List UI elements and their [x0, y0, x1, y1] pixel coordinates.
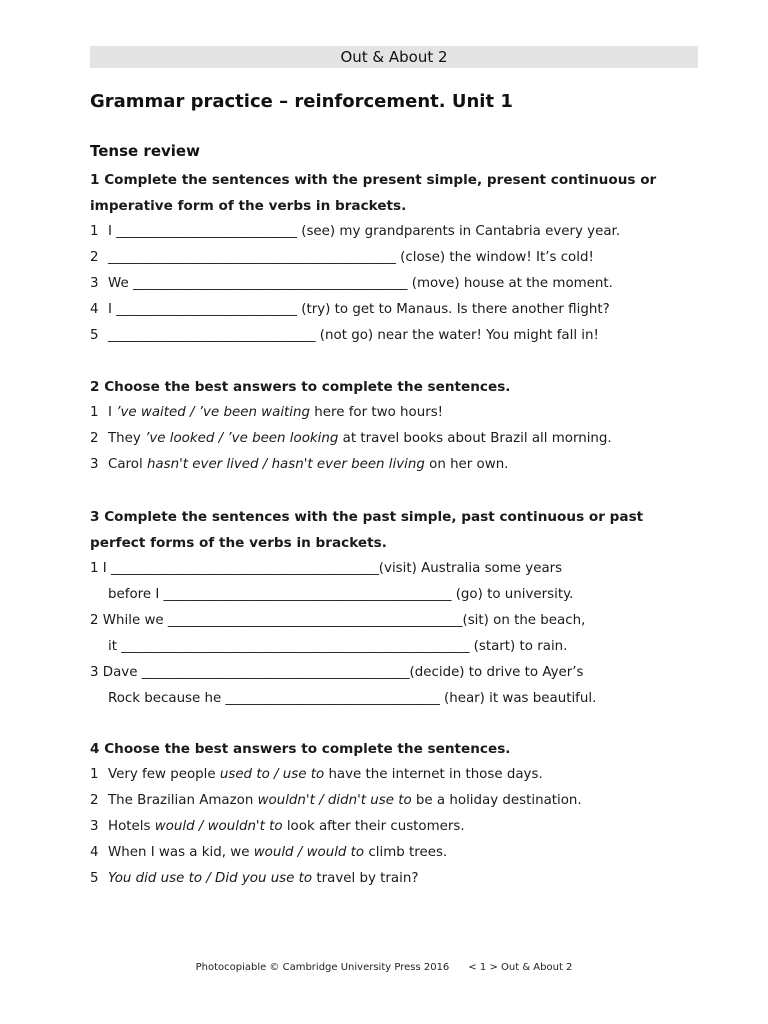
item-number: 3: [90, 819, 99, 834]
item-options: wouldn't / didn't use to: [257, 793, 412, 808]
ex3-line: Rock because he ________________________________ (hear) it was beautiful.: [108, 691, 597, 706]
ex1-item: [90, 245, 698, 271]
item-text: on her own.: [424, 457, 509, 472]
item-options: would / wouldn't to: [154, 819, 283, 834]
ex4-item: [90, 866, 698, 892]
ex4-item: [90, 840, 698, 866]
item-number: 2: [90, 793, 99, 808]
ex2-instruction: 2 Choose the best answers to complete the sentences.: [90, 379, 511, 395]
item-options: used to / use to: [219, 767, 325, 782]
item-number: 1: [90, 405, 99, 420]
item-number: 2: [90, 250, 99, 265]
item-text: travel by train?: [312, 871, 419, 886]
item-number: 3: [90, 457, 99, 472]
ex3-instruction-line-1: 3 Complete the sentences with the past simple, past continuous or past: [90, 509, 644, 525]
item-text: I ___________________________ (try) to get to Manaus. Is there another flight?: [108, 302, 610, 317]
ex1-instruction-line-2: imperative form of the verbs in brackets.: [90, 198, 407, 214]
page-title: Grammar practice – reinforcement. Unit 1: [90, 91, 513, 112]
item-text: They: [108, 431, 146, 446]
ex3-line: before I ___________________________________________ (go) to university.: [108, 587, 574, 602]
item-options: ’ve waited / ’ve been waiting: [116, 405, 311, 420]
item-text: here for two hours!: [310, 405, 444, 420]
item-text: The Brazilian Amazon: [108, 793, 258, 808]
item-text: We _________________________________________ (move) house at the moment.: [108, 276, 613, 291]
ex2-item: [90, 400, 698, 426]
item-text: Carol: [108, 457, 147, 472]
item-options: hasn't ever lived / hasn't ever been living: [146, 457, 425, 472]
item-text: look after their customers.: [282, 819, 465, 834]
ex1-instruction-line-1: 1 Complete the sentences with the present simple, present continuous or: [90, 172, 657, 188]
item-text: Hotels: [108, 819, 155, 834]
ex1-item: [90, 219, 698, 245]
ex3-line: 1 I ________________________________________(visit) Australia some years: [90, 561, 563, 576]
item-number: 4: [90, 302, 99, 317]
ex3-line: 3 Dave ________________________________________(decide) to drive to Ayer’s: [90, 665, 584, 680]
item-text: Very few people: [108, 767, 220, 782]
item-text: at travel books about Brazil all morning.: [338, 431, 612, 446]
item-options: You did use to / Did you use to: [108, 871, 313, 886]
ex2-item: [90, 426, 698, 452]
item-options: ’ve looked / ’ve been looking: [145, 431, 339, 446]
header-bar: [90, 46, 698, 68]
section-heading: Tense review: [90, 142, 200, 160]
header-title: Out & About 2: [340, 48, 448, 66]
ex3-instruction-line-2: perfect forms of the verbs in brackets.: [90, 535, 387, 551]
item-number: 3: [90, 276, 99, 291]
ex4-item: [90, 762, 698, 788]
ex4-item: [90, 788, 698, 814]
item-text: have the internet in those days.: [324, 767, 543, 782]
item-text: I: [108, 405, 117, 420]
ex3-line: it ____________________________________________________ (start) to rain.: [108, 639, 568, 654]
ex4-item: [90, 814, 698, 840]
ex1-item: [90, 297, 698, 323]
item-number: 5: [90, 328, 99, 343]
ex2-item: [90, 452, 698, 478]
item-number: 2: [90, 431, 99, 446]
item-text: _______________________________ (not go) near the water! You might fall in!: [108, 328, 599, 343]
page-footer: [0, 962, 768, 973]
item-text: When I was a kid, we: [108, 845, 254, 860]
item-text: I ___________________________ (see) my grandparents in Cantabria every year.: [108, 224, 621, 239]
item-number: 1: [90, 224, 99, 239]
ex1-item: [90, 271, 698, 297]
item-text: climb trees.: [364, 845, 448, 860]
item-options: would / would to: [253, 845, 365, 860]
ex4-instruction: 4 Choose the best answers to complete the sentences.: [90, 741, 511, 757]
ex1-item: [90, 323, 698, 349]
ex3-line: 2 While we ____________________________________________(sit) on the beach,: [90, 613, 586, 628]
item-number: 5: [90, 871, 99, 886]
item-text: be a holiday destination.: [411, 793, 582, 808]
footer-text: Photocopiable © Cambridge University Press 2016 < 1 > Out & About 2: [195, 962, 573, 973]
item-number: 1: [90, 767, 99, 782]
item-number: 4: [90, 845, 99, 860]
item-text: ___________________________________________ (close) the window! It’s cold!: [108, 250, 594, 265]
